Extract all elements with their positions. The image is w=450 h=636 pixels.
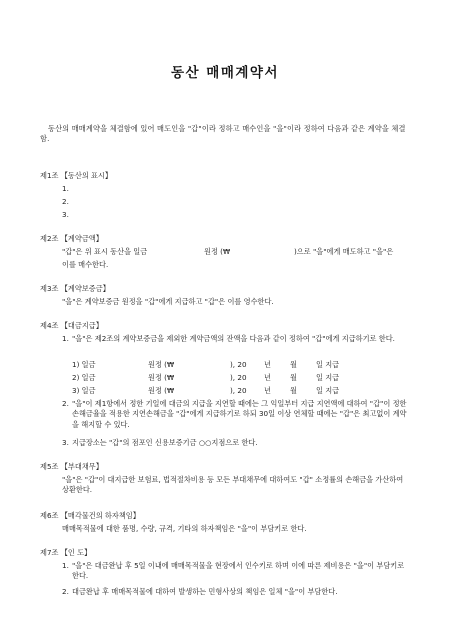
payment-year-prefix: ), 20 [230,386,247,395]
payment-won-label: 원정 (₩ [148,386,175,395]
article-7-heading: 제7조 【인 도】 [40,548,92,557]
payment-month: 월 [290,386,297,395]
article-4-heading: 제4조 【대금지급】 [40,321,103,330]
article-7-item-2-text: 대금완납 후 매매목적물에 대하여 발생하는 민형사상의 책임은 일체 "을"이 부담한다. [72,587,338,596]
article-7-item-2 [62,587,412,597]
payment-amount-label: 3) 일금 [72,386,96,395]
article-5-heading: 제5조 【부대채무】 [40,462,103,471]
payment-year: 년 [264,360,271,369]
item-number: 2. [62,399,69,408]
item-number: 1. [62,334,69,343]
article-3-text: "을"은 계약보증금 원정을 "갑"에게 지급하고 "갑"은 이를 영수한다. [62,297,274,306]
payment-amount-label: 2) 일금 [72,373,96,382]
payment-year-prefix: ), 20 [230,373,247,382]
item-number: 2. [62,587,69,596]
article-6-text: 매매목적물에 대한 품명, 수량, 규격, 기타의 하자책임은 "을"이 부담키로 한다. [62,524,307,533]
payment-amount-label: 1) 일금 [72,360,96,369]
payment-won-label: 원정 (₩ [148,373,175,382]
article-6-heading: 제6조 【매각물건의 하자책임】 [40,511,140,520]
article-2-text-a: "갑"은 위 표시 동산을 일금 [62,247,148,256]
payment-won-label: 원정 (₩ [148,360,175,369]
article-1-item: 3. [62,210,69,219]
payment-year: 년 [264,373,271,382]
article-4-item-1-text: "을"은 제2조의 계약보증금을 제외한 계약금액의 잔액을 다음과 같이 정하여 "갑"에게 지급하기로 한다. [72,334,395,343]
item-number: 1. [62,561,69,570]
payment-day: 일 지급 [316,373,340,382]
article-1-heading: 제1조 【동산의 표시】 [40,171,113,180]
article-4-item-2-text: "을"이 제1항에서 정한 기일에 대금의 지급을 지연할 때에는 그 익일부터 지급 지연액에 대하여 "갑"이 정한 손해금율을 적용한 지연손해금을 "갑"에게 지급하기로 하되 30일 이상 연체할 때에는 "갑"은 최고없이 계약을 해지할 수 있다. [72,399,407,429]
payment-row [72,373,392,385]
article-5-text: "을"은 "갑"이 대지급한 보험료, 법적절차비용 등 모든 부대채무에 대하여도 "갑" 소정률의 손해금을 가산하여 상환한다. [62,475,404,495]
payment-year-prefix: ), 20 [230,360,247,369]
article-1-item: 2. [62,197,69,206]
article-4-item-3-text: 지급장소는 "갑"의 점포인 신용보증기금 ○○지점으로 한다. [72,438,258,447]
article-4-item-2 [62,399,412,430]
payment-row [72,360,392,372]
payment-month: 월 [290,360,297,369]
article-3-heading: 제3조 【계약보증금】 [40,284,110,293]
article-1-item: 1. [62,184,69,193]
document-title: 동산 매매계약서 [171,65,279,81]
article-2-text-b: 원정 (₩ [204,247,231,256]
payment-day: 일 지급 [316,386,340,395]
article-2-heading: 제2조 【계약금액】 [40,234,103,243]
article-4-item-3 [62,438,412,448]
article-4-item-1 [62,334,412,344]
payment-year: 년 [264,386,271,395]
item-number: 3. [62,438,69,447]
article-2-text-d: 이를 매수한다. [62,260,109,269]
article-2-text-c: )으로 "을"에게 매도하고 "을"은 [294,247,394,256]
article-7-item-1 [62,561,412,582]
payment-month: 월 [290,373,297,382]
article-7-item-1-text: "을"은 대금완납 후 5일 이내에 매매목적물을 현장에서 인수키로 하며 이에 따른 제비용은 "을"이 부담키로 한다. [72,561,405,581]
payment-day: 일 지급 [316,360,340,369]
article-2-line-1 [62,247,412,259]
intro-paragraph: 동산의 매매계약을 체결함에 있어 매도인을 "갑"이라 정하고 매수인을 "을"이라 정하여 다음과 같은 계약을 체결함. [40,124,406,144]
payment-row [72,386,392,398]
